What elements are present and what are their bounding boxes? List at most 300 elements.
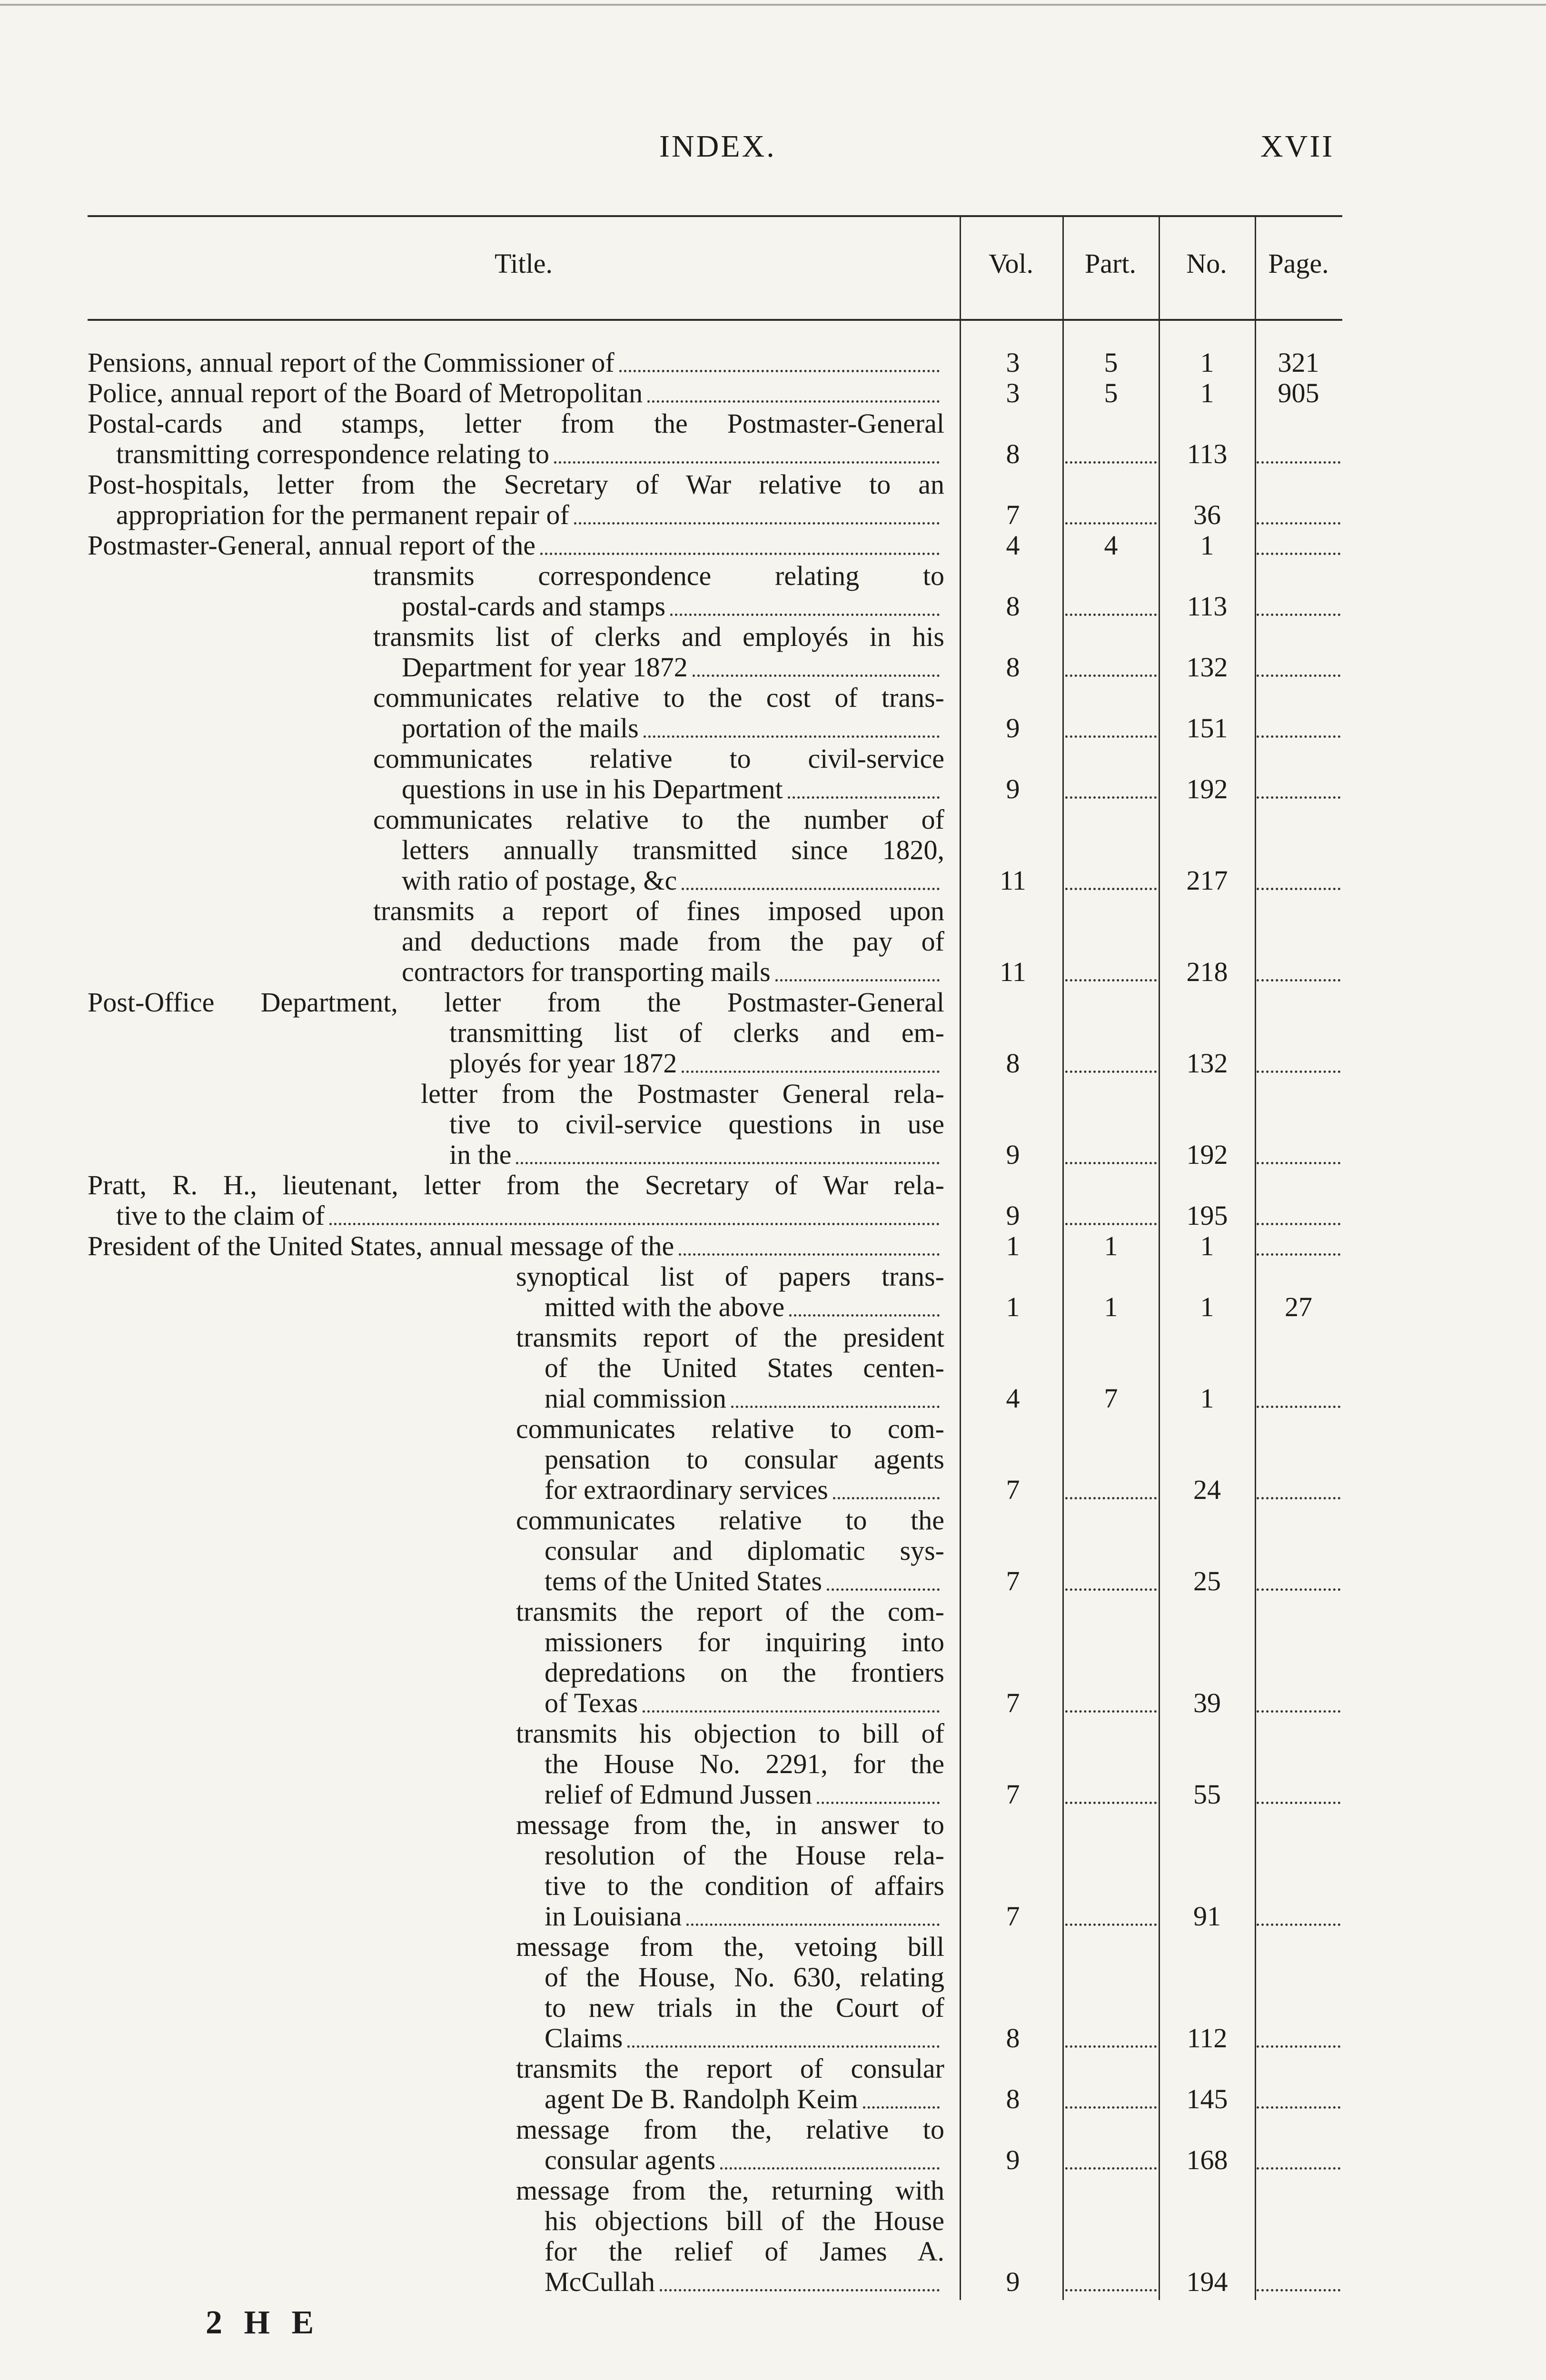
entry-text: and deductions made from the pay of xyxy=(402,926,944,957)
entry-text: transmitting correspondence relating to xyxy=(116,438,549,469)
entry-title-line xyxy=(88,683,944,713)
entry-page: 905 xyxy=(1278,377,1319,408)
entry-vol: 4 xyxy=(1006,530,1020,561)
entry-text: transmits his objection to bill of xyxy=(516,1718,944,1749)
entry-title-line xyxy=(88,1109,944,1140)
entry-title-line xyxy=(88,1018,944,1048)
entry-title-line xyxy=(88,774,944,804)
entry-vol: 9 xyxy=(1006,1139,1020,1170)
entry-no: 113 xyxy=(1187,591,1228,622)
entry-title-line xyxy=(88,1444,944,1475)
dot-leader xyxy=(789,1314,940,1317)
entry-text: the House No. 2291, for the xyxy=(545,1748,944,1779)
entry-page: 321 xyxy=(1278,347,1319,378)
dot-leader xyxy=(647,400,940,403)
entry-title xyxy=(88,1261,944,1322)
dot-leader xyxy=(693,674,940,677)
entry-vol: 1 xyxy=(1006,1291,1020,1322)
entry-title xyxy=(88,683,944,744)
entry-vol: 8 xyxy=(1006,438,1020,469)
entry-text: message from the, returning with xyxy=(516,2175,944,2206)
top-edge-rule xyxy=(0,4,1546,6)
entry-text: questions in use in his Department xyxy=(402,774,783,804)
entry-title-line xyxy=(88,1231,944,1261)
entry-text: missioners for inquiring into xyxy=(545,1626,944,1657)
entry-part: 4 xyxy=(1104,530,1118,561)
entry-title-line xyxy=(88,1810,944,1840)
entry-text: communicates relative to the cost of trans- xyxy=(373,682,944,713)
entry-part-blank xyxy=(1065,2167,1157,2170)
entry-page-blank xyxy=(1257,522,1340,525)
entry-part-blank xyxy=(1065,674,1157,677)
entry-page-blank xyxy=(1257,2289,1340,2291)
dot-leader xyxy=(643,1710,940,1713)
entry-title xyxy=(88,744,944,804)
header-bottom-rule xyxy=(88,319,1342,321)
entry-part: 5 xyxy=(1104,347,1118,378)
index-entry xyxy=(88,378,1342,408)
entry-page-blank xyxy=(1257,2045,1340,2048)
entry-text: Claims xyxy=(545,2023,623,2053)
entry-text: depredations on the frontiers xyxy=(545,1657,944,1688)
entry-title-line xyxy=(88,1566,944,1597)
index-entry xyxy=(88,1079,1342,1170)
index-entry xyxy=(88,347,1342,378)
entry-title xyxy=(88,378,944,408)
dot-leader xyxy=(731,1406,940,1408)
entry-title-line xyxy=(88,2206,944,2236)
entry-text: letter from the Postmaster General rela- xyxy=(421,1078,944,1109)
entry-title xyxy=(88,896,944,987)
entry-page-blank xyxy=(1257,614,1340,616)
signature-mark: 2 H E xyxy=(206,2304,321,2341)
entry-title-line xyxy=(88,1414,944,1444)
entry-part: 1 xyxy=(1104,1291,1118,1322)
entry-title-line xyxy=(88,926,944,957)
entry-title-line xyxy=(88,2114,944,2145)
entry-title xyxy=(88,1322,944,1414)
entry-part-blank xyxy=(1065,1497,1157,1499)
index-entry xyxy=(88,1718,1342,1810)
entry-text: relief of Edmund Jussen xyxy=(545,1779,813,1810)
entry-text: for the relief of James A. xyxy=(545,2236,944,2267)
entry-title xyxy=(88,1932,944,2053)
entry-text: pensation to consular agents xyxy=(545,1444,944,1475)
entry-title-line xyxy=(88,1962,944,1993)
index-entry xyxy=(88,744,1342,804)
entry-title-line xyxy=(88,439,944,469)
dot-leader xyxy=(644,735,940,738)
index-entry xyxy=(88,561,1342,622)
entry-vol: 7 xyxy=(1006,1901,1020,1932)
index-entry xyxy=(88,622,1342,683)
entry-text: consular agents xyxy=(545,2144,716,2175)
entry-title-line xyxy=(88,1048,944,1079)
entry-vol: 4 xyxy=(1006,1383,1020,1414)
entry-title-line xyxy=(88,622,944,652)
entry-page-blank xyxy=(1257,1924,1340,1926)
entry-title-line xyxy=(88,744,944,774)
entry-title-line xyxy=(88,378,944,408)
entry-title xyxy=(88,804,944,896)
entry-no: 25 xyxy=(1193,1566,1221,1597)
entry-title-line xyxy=(88,1140,944,1170)
entry-part: 5 xyxy=(1104,377,1118,408)
table-top-rule xyxy=(88,215,1342,217)
entry-title-line xyxy=(88,530,944,561)
entry-text: tive to civil-service questions in use xyxy=(449,1109,944,1140)
entry-title-line xyxy=(88,408,944,439)
entry-title-line xyxy=(88,1079,944,1109)
entry-title-line xyxy=(88,2084,944,2114)
entry-text: Post-Office Department, letter from the Postmaster-General xyxy=(88,987,944,1018)
index-entry xyxy=(88,2053,1342,2114)
index-entry xyxy=(88,2114,1342,2175)
index-entry xyxy=(88,1505,1342,1597)
entry-page-blank xyxy=(1257,1071,1340,1073)
entry-page-blank xyxy=(1257,1162,1340,1164)
entry-title xyxy=(88,1231,944,1261)
entry-vol: 3 xyxy=(1006,347,1020,378)
entry-title xyxy=(88,408,944,469)
entry-no: 113 xyxy=(1187,438,1228,469)
entry-text: Pensions, annual report of the Commissioner of xyxy=(88,347,614,378)
entry-no: 1 xyxy=(1200,530,1214,561)
dot-leader xyxy=(679,1253,940,1256)
entry-title-line xyxy=(88,1505,944,1536)
entry-title-line xyxy=(88,1536,944,1566)
entry-text: tive to the condition of affairs xyxy=(545,1870,944,1901)
index-entry xyxy=(88,2175,1342,2297)
entry-part-blank xyxy=(1065,796,1157,799)
entry-text: message from the, in answer to xyxy=(516,1809,944,1840)
dot-leader xyxy=(627,2045,940,2048)
entry-title xyxy=(88,1597,944,1718)
entry-title xyxy=(88,987,944,1079)
entry-text: tems of the United States xyxy=(545,1566,823,1597)
index-entry xyxy=(88,683,1342,744)
entry-title-line xyxy=(88,1261,944,1292)
dot-leader xyxy=(686,1924,940,1926)
dot-leader xyxy=(720,2167,940,2170)
entry-part-blank xyxy=(1065,522,1157,525)
entry-title-line xyxy=(88,987,944,1018)
dot-leader xyxy=(682,1071,940,1073)
entry-text: contractors for transporting mails xyxy=(402,956,771,987)
dot-leader xyxy=(619,370,940,372)
entry-title-line xyxy=(88,1840,944,1871)
entry-title-line xyxy=(88,957,944,987)
running-head xyxy=(0,129,1546,167)
entry-text: transmits the report of consular xyxy=(516,2053,944,2084)
entry-text: message from the, relative to xyxy=(516,2114,944,2145)
entry-no: 145 xyxy=(1186,2083,1228,2114)
entry-text: letters annually transmitted since 1820, xyxy=(402,834,944,865)
entry-no: 151 xyxy=(1186,713,1228,744)
entry-no: 1 xyxy=(1200,1383,1214,1414)
entry-part-blank xyxy=(1065,888,1157,890)
entry-title-line xyxy=(88,835,944,865)
entry-title xyxy=(88,347,944,378)
entry-text: President of the United States, annual message of the xyxy=(88,1230,674,1261)
entry-text: agent De B. Randolph Keim xyxy=(545,2083,858,2114)
entry-part-blank xyxy=(1065,1924,1157,1926)
entry-page-blank xyxy=(1257,888,1340,890)
entry-title-line xyxy=(88,1597,944,1627)
entry-title-line xyxy=(88,804,944,835)
entry-page-blank xyxy=(1257,979,1340,982)
entry-title-line xyxy=(88,500,944,530)
dot-leader xyxy=(329,1223,940,1225)
entry-text: message from the, vetoing bill xyxy=(516,1931,944,1962)
entry-part-blank xyxy=(1065,461,1157,464)
entry-no: 132 xyxy=(1186,1048,1228,1079)
entry-text: transmitting list of clerks and em- xyxy=(449,1017,944,1048)
column-header-part: Part. xyxy=(1085,248,1136,279)
dot-leader xyxy=(775,979,940,982)
dot-leader xyxy=(516,1162,940,1164)
entry-text: of Texas xyxy=(545,1687,638,1718)
entry-vol: 9 xyxy=(1006,713,1020,744)
entry-title-line xyxy=(88,561,944,591)
entry-no: 39 xyxy=(1193,1687,1221,1718)
index-entry xyxy=(88,469,1342,530)
index-entry xyxy=(88,1231,1342,1261)
entry-title-line xyxy=(88,652,944,683)
entry-title-line xyxy=(88,2023,944,2053)
entry-text: to new trials in the Court of xyxy=(545,1992,944,2023)
entry-text: his objections bill of the House xyxy=(545,2205,944,2236)
entry-text: appropriation for the permanent repair of xyxy=(116,499,569,530)
entry-vol: 11 xyxy=(1000,865,1026,896)
entry-text: communicates relative to com- xyxy=(516,1413,944,1444)
dot-leader xyxy=(670,614,940,616)
entry-part-blank xyxy=(1065,614,1157,616)
entry-part: 7 xyxy=(1104,1383,1118,1414)
entry-vol: 8 xyxy=(1006,2083,1020,2114)
entry-text: Police, annual report of the Board of Metropolitan xyxy=(88,377,643,408)
entry-no: 194 xyxy=(1186,2266,1228,2297)
entry-title-line xyxy=(88,2175,944,2206)
index-entry xyxy=(88,804,1342,896)
entry-vol: 9 xyxy=(1006,774,1020,804)
entry-page-blank xyxy=(1257,1710,1340,1713)
entry-text: mitted with the above xyxy=(545,1291,785,1322)
entry-part-blank xyxy=(1065,1802,1157,1804)
entry-text: portation of the mails xyxy=(402,713,639,744)
entry-no: 217 xyxy=(1186,865,1228,896)
entry-part-blank xyxy=(1065,1162,1157,1164)
page-number: XVII xyxy=(1260,129,1335,164)
entry-page-blank xyxy=(1257,1223,1340,1225)
dot-leader xyxy=(788,796,940,799)
entry-page-blank xyxy=(1257,796,1340,799)
entry-vol: 11 xyxy=(1000,956,1026,987)
entry-vol: 1 xyxy=(1006,1230,1020,1261)
dot-leader xyxy=(682,888,940,890)
entry-text: communicates relative to civil-service xyxy=(373,743,944,774)
entry-title-line xyxy=(88,1657,944,1688)
entry-title-line xyxy=(88,1718,944,1749)
entry-title xyxy=(88,2175,944,2297)
entry-title-line xyxy=(88,1871,944,1901)
entry-title-line xyxy=(88,1627,944,1657)
entry-text: transmits the report of the com- xyxy=(516,1596,944,1627)
entry-text: transmits list of clerks and employés in his xyxy=(373,621,944,652)
entry-page-blank xyxy=(1257,461,1340,464)
entry-part-blank xyxy=(1065,979,1157,982)
entry-text: Post-hospitals, letter from the Secretary of War relative to an xyxy=(88,469,944,500)
entry-title xyxy=(88,1810,944,1932)
entry-title xyxy=(88,1170,944,1231)
entry-text: resolution of the House rela- xyxy=(545,1840,944,1871)
entry-no: 1 xyxy=(1200,1230,1214,1261)
entry-title-line xyxy=(88,1383,944,1414)
entry-page-blank xyxy=(1257,553,1340,555)
entry-title-line xyxy=(88,2145,944,2175)
entry-text: Postmaster-General, annual report of the xyxy=(88,530,535,561)
column-header-title: Title. xyxy=(495,248,553,279)
entry-title-line xyxy=(88,1993,944,2023)
entry-page-blank xyxy=(1257,1253,1340,1256)
entry-page-blank xyxy=(1257,1497,1340,1499)
entry-part-blank xyxy=(1065,1223,1157,1225)
entry-text: ployés for year 1872 xyxy=(449,1048,677,1079)
entry-vol: 9 xyxy=(1006,1200,1020,1231)
entry-page-blank xyxy=(1257,1802,1340,1804)
column-header-vol: Vol. xyxy=(988,248,1034,279)
entry-page-blank xyxy=(1257,2106,1340,2109)
index-entry xyxy=(88,1261,1342,1322)
entry-title-line xyxy=(88,591,944,622)
index-entries xyxy=(88,347,1342,2297)
entry-vol: 3 xyxy=(1006,377,1020,408)
dot-leader xyxy=(863,2106,940,2109)
entry-title-line xyxy=(88,1749,944,1779)
entry-title-line xyxy=(88,896,944,926)
entry-title xyxy=(88,561,944,622)
entry-title-line xyxy=(88,865,944,896)
index-entry xyxy=(88,530,1342,561)
entry-vol: 7 xyxy=(1006,1566,1020,1597)
entry-no: 192 xyxy=(1186,774,1228,804)
entry-no: 168 xyxy=(1186,2144,1228,2175)
index-table xyxy=(88,215,1342,2300)
entry-title-line xyxy=(88,469,944,500)
entry-no: 55 xyxy=(1193,1779,1221,1810)
entry-text: transmits correspondence relating to xyxy=(373,560,944,591)
dot-leader xyxy=(827,1588,940,1591)
index-entry xyxy=(88,1810,1342,1932)
entry-no: 36 xyxy=(1193,499,1221,530)
entry-part-blank xyxy=(1065,735,1157,738)
entry-title-line xyxy=(88,1901,944,1932)
entry-no: 195 xyxy=(1186,1200,1228,1231)
entry-no: 132 xyxy=(1186,652,1228,683)
entry-title-line xyxy=(88,1200,944,1231)
entry-page-blank xyxy=(1257,2167,1340,2170)
entry-text: postal-cards and stamps xyxy=(402,591,666,622)
entry-text: transmits a report of fines imposed upon xyxy=(373,895,944,926)
entry-vol: 7 xyxy=(1006,1779,1020,1810)
entry-part-blank xyxy=(1065,1071,1157,1073)
dot-leader xyxy=(574,522,940,525)
column-header-page: Page. xyxy=(1268,248,1329,279)
entry-title-line xyxy=(88,1292,944,1322)
column-header-no: No. xyxy=(1186,248,1227,279)
index-entry xyxy=(88,1597,1342,1718)
entry-title-line xyxy=(88,1688,944,1718)
entry-text: of the United States centen- xyxy=(545,1352,944,1383)
entry-text: communicates relative to the number of xyxy=(373,804,944,835)
entry-vol: 9 xyxy=(1006,2144,1020,2175)
dot-leader xyxy=(554,461,940,464)
entry-vol: 8 xyxy=(1006,1048,1020,1079)
entry-title xyxy=(88,1079,944,1170)
entry-text: in Louisiana xyxy=(545,1901,682,1932)
entry-text: communicates relative to the xyxy=(516,1505,944,1536)
entry-part-blank xyxy=(1065,2045,1157,2048)
entry-vol: 7 xyxy=(1006,1474,1020,1505)
entry-title xyxy=(88,1718,944,1810)
index-entry xyxy=(88,1414,1342,1505)
entry-part-blank xyxy=(1065,1588,1157,1591)
entry-no: 112 xyxy=(1187,2023,1228,2053)
entry-title-line xyxy=(88,2267,944,2297)
entry-title-line xyxy=(88,1170,944,1200)
entry-vol: 8 xyxy=(1006,2023,1020,2053)
entry-title xyxy=(88,1505,944,1597)
entry-no: 91 xyxy=(1193,1901,1221,1932)
entry-title-line xyxy=(88,347,944,378)
entry-page: 27 xyxy=(1285,1291,1312,1322)
index-entry xyxy=(88,1170,1342,1231)
entry-vol: 7 xyxy=(1006,499,1020,530)
dot-leader xyxy=(540,553,940,555)
entry-part-blank xyxy=(1065,2106,1157,2109)
entry-no: 1 xyxy=(1200,377,1214,408)
entry-text: for extraordinary services xyxy=(545,1474,828,1505)
entry-text: Pratt, R. H., lieutenant, letter from the Secretary of War rela- xyxy=(88,1170,944,1200)
entry-part-blank xyxy=(1065,1710,1157,1713)
entry-part: 1 xyxy=(1104,1230,1118,1261)
entry-text: McCullah xyxy=(545,2266,655,2297)
entry-title xyxy=(88,622,944,683)
entry-vol: 7 xyxy=(1006,1687,1020,1718)
entry-no: 218 xyxy=(1186,956,1228,987)
entry-title-line xyxy=(88,1475,944,1505)
entry-text: nial commission xyxy=(545,1383,726,1414)
entry-text: with ratio of postage, &c xyxy=(402,865,677,896)
entry-no: 24 xyxy=(1193,1474,1221,1505)
entry-text: in the xyxy=(449,1139,512,1170)
entry-text: transmits report of the president xyxy=(516,1322,944,1353)
entry-title-line xyxy=(88,1353,944,1383)
entry-title-line xyxy=(88,1932,944,1962)
dot-leader xyxy=(817,1802,940,1804)
entry-no: 1 xyxy=(1200,347,1214,378)
index-entry xyxy=(88,1932,1342,2053)
page-title: INDEX. xyxy=(659,129,776,164)
entry-title xyxy=(88,469,944,530)
entry-title-line xyxy=(88,2236,944,2267)
entry-vol: 9 xyxy=(1006,2266,1020,2297)
index-entry xyxy=(88,987,1342,1079)
entry-page-blank xyxy=(1257,1588,1340,1591)
entry-title xyxy=(88,530,944,561)
index-entry xyxy=(88,1322,1342,1414)
entry-no: 1 xyxy=(1200,1291,1214,1322)
